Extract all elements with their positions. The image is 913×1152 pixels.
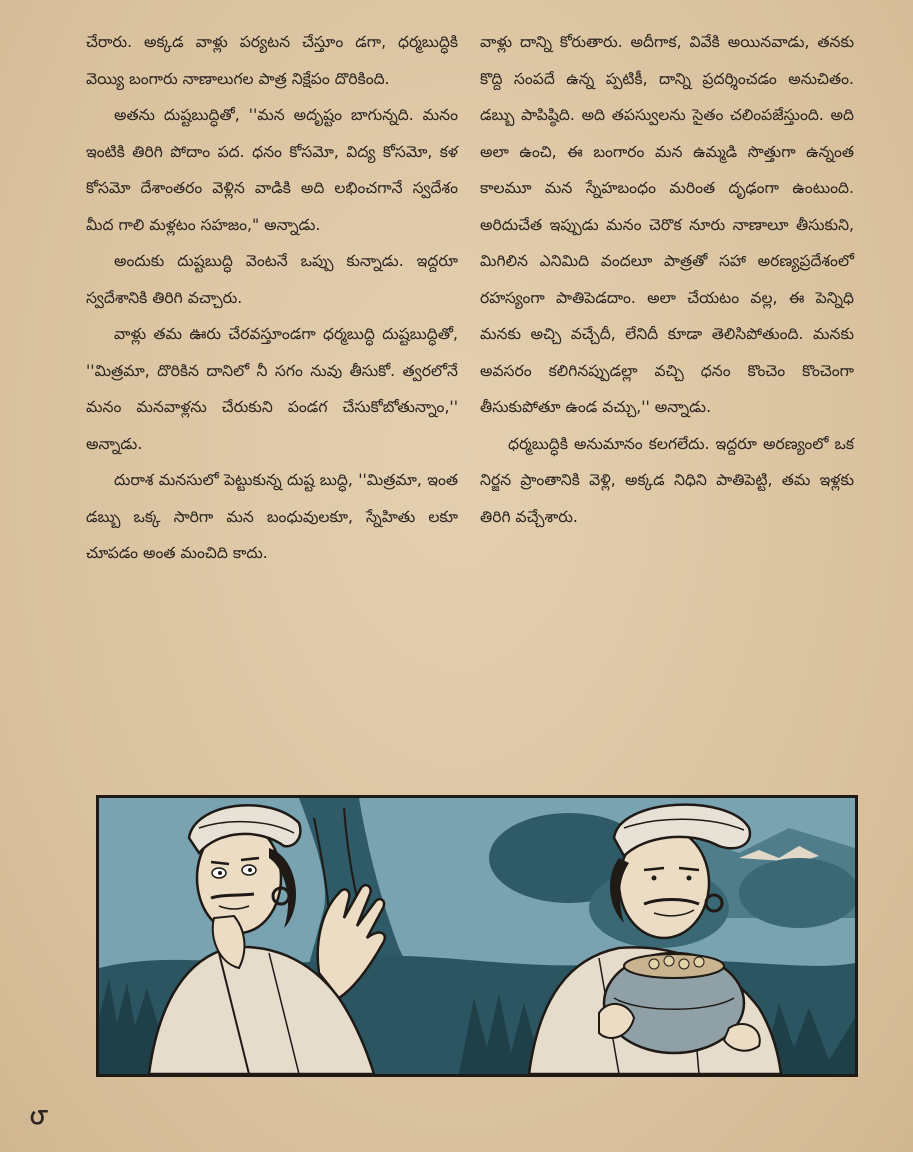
paragraph: అతను దుష్టబుద్ధితో, ''మన అదృష్టం బాగున్నది. మనం ఇంటికి తిరిగి పోదాం పద. ధనం కోసమో, విద్య కోసమో, కళ కోసమో దేశాంతరం వెళ్లిన వాడికి అది లభించగానే స్వదేశం మీద గాలి మళ్లటం సహజం," అన్నాడు. <box>86 106 458 234</box>
paragraph: వాళ్లు దాన్ని కోరుతారు. అదీగాక, వివేకి అయినవాడు, తనకు కొద్ది సంపదే ఉన్న ప్పటికీ, దాన్ని ప్రదర్శించడం అనుచితం. డబ్బు పాపిష్ఠిది. అది తపస్వులను సైతం చలింపజేస్తుంది. అది అలా ఉంచి, ఈ బంగారం మన ఉమ్మడి సొత్తుగా ఉన్నంత కాలమూ మన స్నేహబంధం మరింత దృఢంగా ఉంటుంది. అరిదుచేత ఇప్పుడు మనం చెరొక నూరు నాణాలూ తీసుకుని, మిగిలిన ఎనిమిది వందలూ పాత్రతో సహా అరణ్యప్రదేశంలో రహస్యంగా పాతిపెడదాం. అలా చేయటం వల్ల, ఈ పెన్నిధి మనకు అచ్చి వచ్చేదీ, లేనిదీ కూడా తెలిసిపోతుంది. మనకు అవసరం కలిగినప్పుడల్లా వచ్చి ధనం కొంచెం కొంచెంగా తీసుకుపోతూ ఉండ వచ్చు,'' అన్నాడు. <box>480 33 854 416</box>
paragraph: వాళ్లు తమ ఊరు చేరవస్తూండగా ధర్మబుద్ధి దుష్టబుద్ధితో, ''మిత్రమా, దొరికిన దానిలో నీ సగం నువు తీసుకో. త్వరలోనే మనం మనవాళ్లను చేరుకుని పండగ చేసుకోబోతున్నాం,'' అన్నాడు. <box>86 325 458 453</box>
two-men-with-pot-illustration <box>99 798 855 1074</box>
paragraph: దురాశ మనసులో పెట్టుకున్న దుష్ట బుద్ధి, ''మిత్రమా, ఇంత డబ్బు ఒక్క సారిగా మన బంధువులకూ, స్నేహితు లకూ చూపడం అంత మంచిది కాదు. <box>86 471 458 562</box>
story-illustration <box>96 795 858 1077</box>
left-text-column <box>86 24 458 572</box>
paragraph: చేరారు. అక్కడ వాళ్లు పర్యటన చేస్తూం డగా, ధర్మబుద్ధికి వెయ్యి బంగారు నాణాలుగల పాత్ర నిక్షేపం దొరికింది. <box>86 33 458 88</box>
page-number: ౮ <box>30 1105 48 1130</box>
right-text-column <box>480 24 854 535</box>
paragraph: ధర్మబుద్ధికి అనుమానం కలగలేదు. ఇద్దరూ అరణ్యంలో ఒక నిర్జన ప్రాంతానికి వెళ్లి, అక్కడ నిధిని పాతిపెట్టి, తమ ఇళ్లకు తిరిగి వచ్చేశారు. <box>480 434 854 526</box>
paragraph: అందుకు దుష్టబుద్ధి వెంటనే ఒప్పు కున్నాడు. ఇద్దరూ స్వదేశానికి తిరిగి వచ్చారు. <box>86 252 458 307</box>
